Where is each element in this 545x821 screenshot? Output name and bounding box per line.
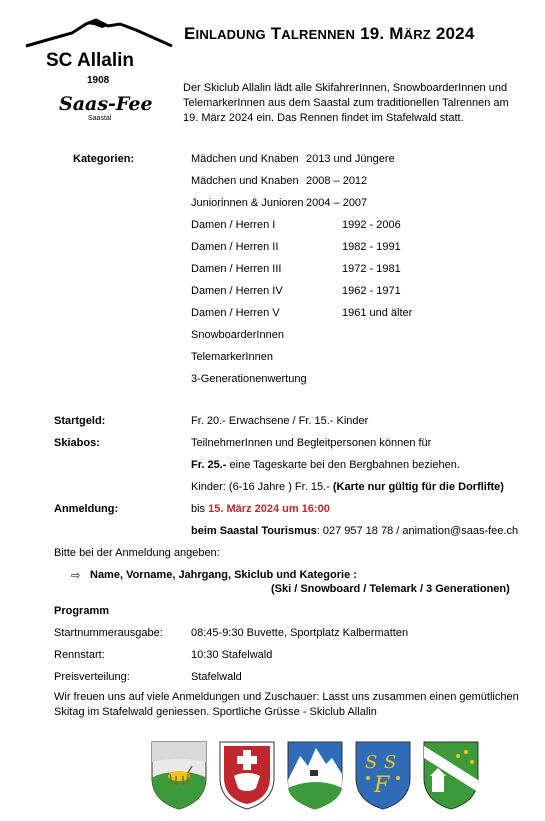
programm-label: Rennstart: [54, 649, 105, 661]
arrow-right-icon: ⇨ [71, 569, 81, 582]
category-years: 1982 - 1991 [342, 241, 401, 253]
programm-label: Startnummerausgabe: [54, 627, 163, 639]
category-years: 1962 - 1971 [342, 285, 401, 297]
anmeldung-label: Anmeldung: [54, 503, 119, 515]
club-year: 1908 [87, 75, 110, 86]
skiabos-label: Skiabos: [54, 437, 100, 449]
startgeld-label: Startgeld: [54, 415, 106, 427]
angaben-intro: Bitte bei der Anmeldung angeben: [54, 547, 220, 559]
skiabos-line3: Kinder: (6-16 Jahre ) Fr. 15.- (Karte nur gültig für die Dorflifte) [191, 481, 504, 493]
closing-paragraph: Wir freuen uns auf viele Anmeldungen und Zuschauer: Lasst uns zusammen einen gemütlichen Skitag im Stafelwald geniessen. Sportliche Grüsse - Skiclub Allalin [54, 691, 519, 718]
crest-goat-icon [150, 740, 208, 810]
category-name: SnowboarderInnen [191, 329, 284, 341]
category-name: Damen / Herren III [191, 263, 282, 275]
categories-label: Kategorien: [73, 153, 135, 165]
category-name: Damen / Herren I [191, 219, 276, 231]
category-name: Damen / Herren IV [191, 285, 283, 297]
brand-logo: Saas-Fee [59, 93, 153, 115]
angaben-line1: Name, Vorname, Jahrgang, Skiclub und Kategorie : [90, 569, 357, 581]
crest-saas-fee-icon [354, 740, 412, 810]
skiabos-line1: TeilnehmerInnen und Begleitpersonen können für [191, 437, 432, 449]
category-years: 2013 und Jüngere [306, 153, 395, 165]
category-years: 2008 – 2012 [306, 175, 368, 187]
crest-cross-icon [218, 740, 276, 810]
svg-text:F: F [374, 773, 390, 798]
category-name: Juniorinnen & Junioren [191, 197, 304, 209]
angaben-line2: (Ski / Snowboard / Telemark / 3 Generationen) [271, 583, 510, 595]
programm-value: 10:30 Stafelwald [191, 649, 273, 661]
brand-region: Saastal [88, 115, 112, 122]
club-logo [24, 16, 174, 126]
skiabos-line2: Fr. 25.- eine Tageskarte bei den Bergbahnen beziehen. [191, 459, 460, 471]
anmeldung-line1: bis 15. März 2024 um 16:00 [191, 503, 330, 515]
category-name: Mädchen und Knaben [191, 153, 299, 165]
category-years: 2004 – 2007 [306, 197, 368, 209]
crest-mountain-icon [286, 740, 344, 810]
programm-value: Stafelwald [191, 671, 242, 683]
page-title: EINLADUNG TALRENNEN 19. MÄRZ 2024 [184, 24, 475, 43]
category-name: Mädchen und Knaben [191, 175, 299, 187]
club-name: SC Allalin [46, 50, 134, 71]
category-name: Damen / Herren V [191, 307, 280, 319]
intro-paragraph: Der Skiclub Allalin lädt alle SkifahrerInnen, SnowboarderInnen und TelemarkerInnen aus dem Saastal zum traditionellen Talrennen am 19. März 2024 ein. Das Rennen findet im Stafelwald statt. [183, 82, 509, 124]
crests-row [150, 740, 470, 812]
category-years: 1992 - 2006 [342, 219, 401, 231]
category-name: 3-Generationenwertung [191, 373, 307, 385]
category-name: Damen / Herren II [191, 241, 279, 253]
programm-label: Preisverteilung: [54, 671, 130, 683]
category-name: TelemarkerInnen [191, 351, 273, 363]
startgeld-value: Fr. 20.- Erwachsene / Fr. 15.- Kinder [191, 415, 369, 427]
category-years: 1961 und älter [342, 307, 413, 319]
svg-text:S: S [365, 752, 378, 773]
anmeldung-line2: beim Saastal Tourismus: 027 957 18 78 / animation@saas-fee.ch [191, 525, 519, 537]
category-years: 1972 - 1981 [342, 263, 401, 275]
crest-chapel-icon [422, 740, 480, 810]
programm-heading: Programm [54, 605, 110, 617]
programm-value: 08:45-9:30 Buvette, Sportplatz Kalbermatten [191, 627, 409, 639]
svg-text:S: S [384, 752, 397, 773]
